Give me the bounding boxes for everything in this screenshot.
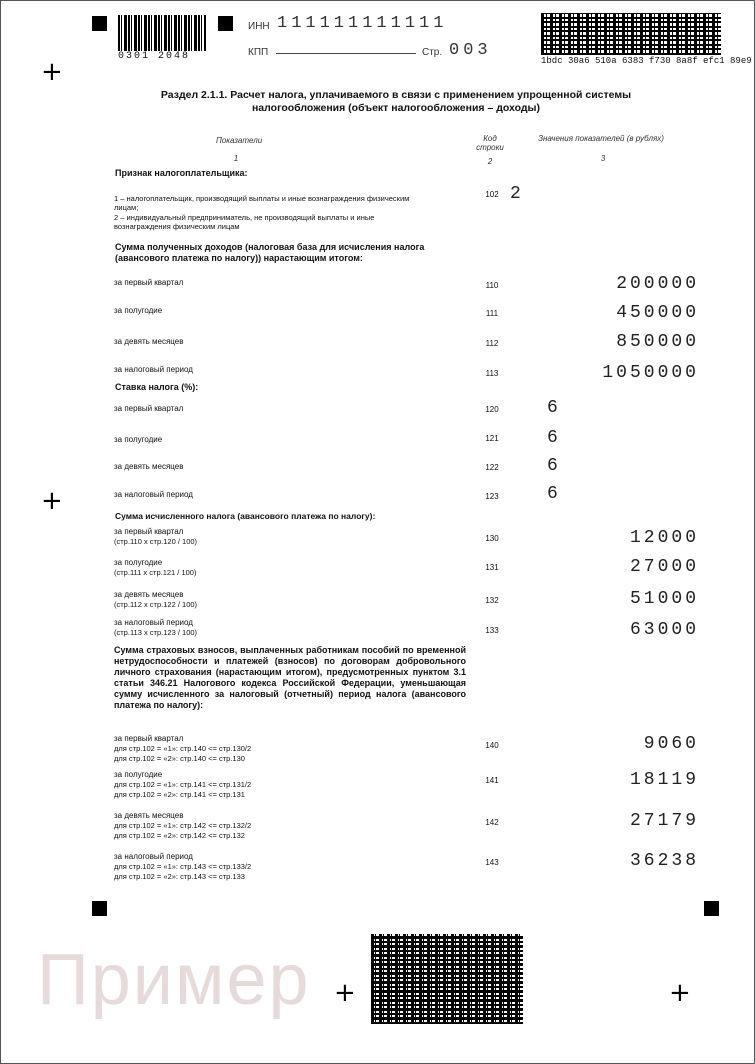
rate-row-code: 121 (485, 434, 499, 443)
calc-heading: Сумма исчисленного налога (авансового платежа по налогу): (115, 511, 376, 521)
crosshair-icon: + (334, 978, 356, 1008)
qr-code-text: 1bdc 30a6 510a 6383 f730 8a8f efc1 89e9 (541, 56, 752, 66)
calc-row-label (114, 558, 196, 578)
kpp-label: КПП (248, 47, 269, 58)
calc-row-code: 132 (485, 596, 499, 605)
insurance-row-label (114, 811, 251, 841)
insurance-row-cond-1: для стр.102 = «1»: стр.142 <= стр.132/2 (114, 821, 252, 830)
calc-row-value: 63000 (629, 620, 699, 640)
insurance-row-code: 141 (485, 776, 499, 785)
rate-row-label: за первый квартал (114, 404, 184, 413)
calc-row-code: 131 (485, 563, 499, 572)
insurance-row-code: 140 (485, 741, 499, 750)
income-row-value: 200000 (616, 274, 699, 294)
col-num-1: 1 (233, 154, 239, 163)
rate-row-label: за налоговый период (114, 490, 193, 499)
calc-row-title: за полугодие (114, 558, 163, 567)
insurance-row-value: 9060 (643, 734, 699, 754)
calc-row-label (114, 527, 197, 547)
calc-row-value: 27000 (629, 557, 699, 577)
inn-label: ИНН (248, 21, 270, 32)
insurance-row-cond-1: для стр.102 = «1»: стр.140 <= стр.130/2 (114, 744, 252, 753)
barcode-number: 0301 2048 (118, 51, 191, 62)
income-row-label: за налоговый период (114, 365, 193, 374)
insurance-row-code: 142 (485, 818, 499, 827)
income-row-value: 850000 (616, 332, 699, 352)
kpp-line (276, 53, 416, 54)
registration-marker (92, 16, 107, 31)
calc-row-code: 133 (485, 626, 499, 635)
page-number: 003 (449, 41, 492, 60)
col-num-2: 2 (487, 157, 493, 166)
income-row-label: за первый квартал (114, 278, 184, 287)
col-indicators: Показатели (216, 136, 263, 145)
col-values: Значения показателей (в рублях) (538, 134, 664, 143)
watermark: Пример (37, 940, 311, 1020)
calc-row-title: за девять месяцев (114, 590, 184, 599)
rate-row-value: 6 (547, 484, 558, 504)
registration-marker (218, 16, 233, 31)
calc-row-label (114, 618, 197, 638)
page-label: Стр. (422, 47, 443, 58)
taxpayer-option-1: 1 – налогоплательщик, производящий выплаты и иные вознаграждения физическим лицам; (114, 194, 410, 212)
rate-row-label: за девять месяцев (114, 462, 184, 471)
crosshair-icon: + (41, 486, 63, 516)
insurance-row-value: 27179 (629, 811, 699, 831)
rate-row-value: 6 (547, 428, 558, 448)
income-row-code: 110 (485, 281, 499, 290)
calc-row-formula: (стр.111 х стр.121 / 100) (114, 568, 197, 577)
calc-row-value: 12000 (629, 528, 699, 548)
col-code: Код строки (476, 134, 504, 152)
insurance-row-code: 143 (485, 858, 499, 867)
taxpayer-value: 2 (510, 184, 521, 204)
registration-marker (704, 901, 719, 916)
rate-row-code: 122 (485, 463, 499, 472)
income-row-code: 111 (485, 309, 499, 318)
insurance-row-value: 36238 (629, 851, 699, 871)
taxpayer-code: 102 (485, 190, 499, 199)
inn-value: 111111111111 (277, 14, 448, 33)
rate-row-label: за полугодие (114, 435, 163, 444)
insurance-row-label (114, 852, 251, 882)
taxpayer-option-2: 2 – индивидуальный предприниматель, не производящий выплаты и иные вознаграждения физическим лицам (114, 213, 375, 231)
insurance-row-label (114, 770, 251, 800)
calc-row-title: за налоговый период (114, 618, 193, 627)
income-row-code: 112 (485, 339, 499, 348)
barcode (118, 15, 206, 51)
insurance-row-label (114, 734, 251, 764)
insurance-row-cond-2: для стр.102 = «2»: стр.143 <= стр.133 (114, 872, 245, 881)
calc-row-code: 130 (485, 534, 499, 543)
rate-row-value: 6 (547, 456, 558, 476)
registration-marker (92, 901, 107, 916)
insurance-row-title: за девять месяцев (114, 811, 184, 820)
income-row-label: за девять месяцев (114, 337, 184, 346)
qr-code (541, 13, 721, 55)
insurance-row-value: 18119 (629, 770, 699, 790)
col-num-3: 3 (600, 154, 606, 163)
insurance-row-title: за полугодие (114, 770, 163, 779)
income-row-value: 1050000 (602, 363, 699, 383)
calc-row-value: 51000 (629, 589, 699, 609)
crosshair-icon: + (41, 57, 63, 87)
qr-code-bottom (371, 934, 523, 1024)
calc-row-title: за первый квартал (114, 527, 184, 536)
insurance-heading: Сумма страховых взносов, выплаченных работникам пособий по временной нетрудоспособности и платежей (взносов) по договорам добровольного личного страхования (нарастающим итогом), предусмотренных пунктом 3.1 статьи 346.21 Налогового кодекса Российской Федерации, уменьшающая сумму исчисленного за налоговый (отчетный) период налога (авансового платежа по налогу): (114, 645, 466, 710)
rate-row-code: 120 (485, 405, 499, 414)
insurance-row-cond-1: для стр.102 = «1»: стр.141 <= стр.131/2 (114, 780, 252, 789)
income-row-value: 450000 (616, 303, 699, 323)
calc-row-formula: (стр.113 х стр.123 / 100) (114, 628, 198, 637)
income-row-code: 113 (485, 369, 499, 378)
insurance-row-cond-2: для стр.102 = «2»: стр.140 <= стр.130 (114, 754, 245, 763)
calc-row-formula: (стр.112 х стр.122 / 100) (114, 600, 198, 609)
taxpayer-heading: Признак налогоплательщика: (115, 168, 248, 178)
section-title: Раздел 2.1.1. Расчет налога, уплачиваемого в связи с применением упрощенной системы налогообложения (объект налогообложения – доходы) (160, 89, 632, 114)
insurance-row-cond-1: для стр.102 = «1»: стр.143 <= стр.133/2 (114, 862, 252, 871)
rate-heading: Ставка налога (%): (115, 382, 199, 392)
income-row-label: за полугодие (114, 306, 163, 315)
rate-row-value: 6 (547, 398, 558, 418)
calc-row-formula: (стр.110 х стр.120 / 100) (114, 537, 198, 546)
calc-row-label (114, 590, 197, 610)
crosshair-icon: + (669, 978, 691, 1008)
insurance-row-cond-2: для стр.102 = «2»: стр.142 <= стр.132 (114, 831, 245, 840)
income-heading: Сумма полученных доходов (налоговая база для исчисления налога (авансового платежа по налогу)) нарастающим итогом: (115, 242, 425, 263)
insurance-row-title: за налоговый период (114, 852, 193, 861)
insurance-row-cond-2: для стр.102 = «2»: стр.141 <= стр.131 (114, 790, 245, 799)
rate-row-code: 123 (485, 492, 499, 501)
insurance-row-title: за первый квартал (114, 734, 184, 743)
